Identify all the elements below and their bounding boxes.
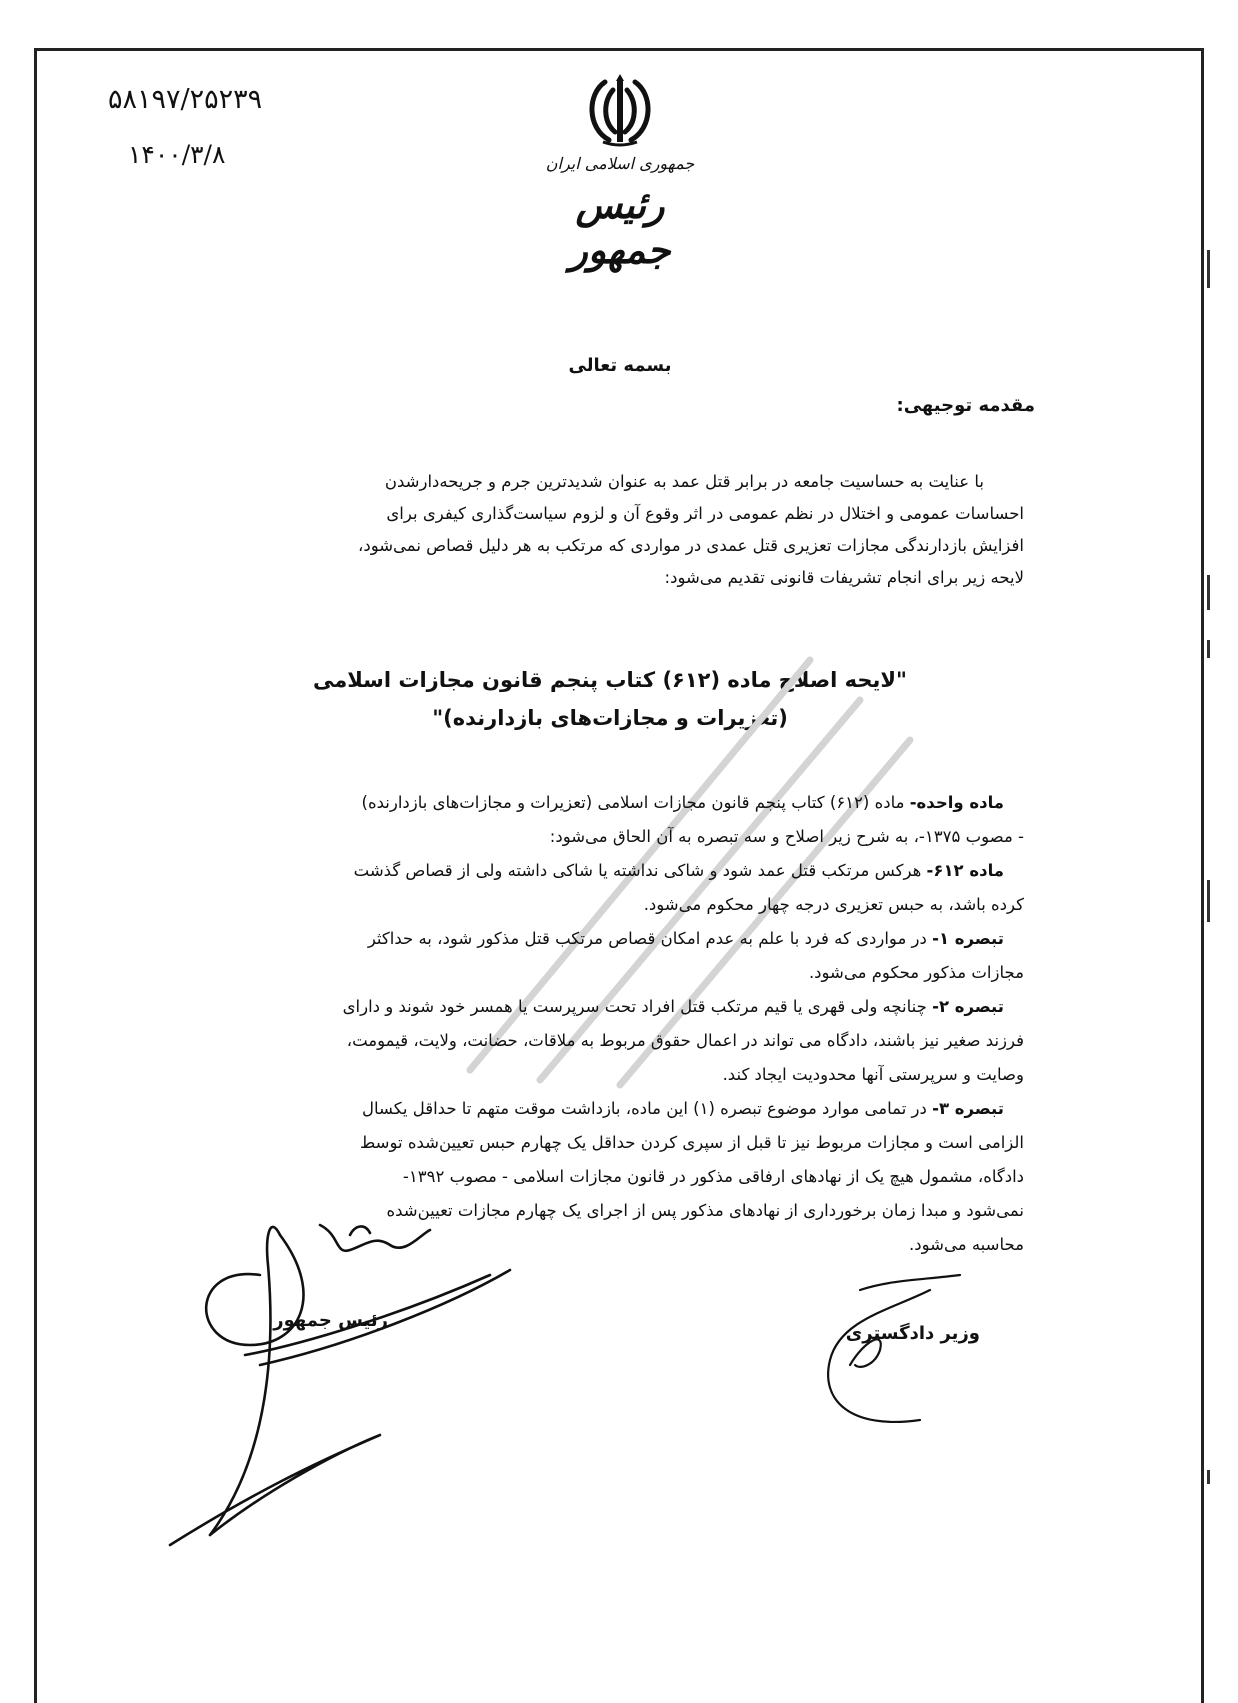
page-border-right bbox=[1201, 48, 1204, 1703]
article-label: ماده واحده- bbox=[909, 793, 1004, 812]
justice-minister-title: وزیر دادگستری bbox=[845, 1323, 980, 1344]
intro-paragraph bbox=[202, 466, 1024, 594]
president-signature bbox=[150, 1195, 550, 1565]
article-612 bbox=[202, 854, 1024, 922]
scan-edge-mark bbox=[1207, 880, 1210, 922]
note-text: در مواردی که فرد با علم به عدم امکان قصاص مرتکب قتل مذکور شود، به حداکثر bbox=[367, 929, 927, 948]
note-text: چنانچه ولی قهری یا قیم مرتکب قتل افراد تحت سرپرست یا همسر خود شوند و دارای bbox=[342, 997, 927, 1016]
scan-edge-mark bbox=[1207, 575, 1210, 610]
note-label: تبصره ۱- bbox=[932, 929, 1004, 948]
scan-edge-mark bbox=[1207, 250, 1210, 288]
article-text: - مصوب ۱۳۷۵-، به شرح زیر اصلاح و سه تبصره به آن الحاق می‌شود: bbox=[549, 827, 1024, 846]
article-text: هرکس مرتکب قتل عمد شود و شاکی نداشته یا شاکی داشته ولی از قصاص گذشت bbox=[353, 861, 922, 880]
note-text: دادگاه، مشمول هیچ یک از نهادهای ارفاقی مذکور در قانون مجازات اسلامی - مصوب ۱۳۹۲- bbox=[402, 1167, 1024, 1186]
intro-line: افزایش بازدارندگی مجازات تعزیری قتل عمدی در مواردی که مرتکب به هر دلیل قصاص نمی‌شود، bbox=[358, 536, 1024, 555]
note-text: مجازات مذکور محکوم می‌شود. bbox=[808, 963, 1024, 982]
article-label: ماده ۶۱۲- bbox=[926, 861, 1004, 880]
page-border-left bbox=[34, 48, 37, 1703]
note-1 bbox=[202, 922, 1024, 990]
note-2 bbox=[202, 990, 1024, 1092]
government-name: جمهوری اسلامی ایران bbox=[545, 154, 695, 173]
reference-date: ۱۴۰۰/۳/۸ bbox=[128, 140, 226, 169]
intro-heading: مقدمه توجیهی: bbox=[896, 395, 1035, 416]
article-single bbox=[202, 786, 1024, 854]
page-border-top bbox=[34, 48, 1204, 51]
justice-minister-signature bbox=[810, 1270, 970, 1450]
reference-number: ۵۸۱۹۷/۲۵۲۳۹ bbox=[108, 84, 263, 115]
scan-edge-mark bbox=[1207, 1470, 1210, 1484]
note-label: تبصره ۳- bbox=[932, 1099, 1004, 1118]
note-text: محاسبه می‌شود. bbox=[909, 1235, 1024, 1254]
iran-emblem-icon bbox=[575, 72, 665, 148]
office-title: رئیس جمهور bbox=[569, 182, 671, 272]
bill-title-line-1: "لایحه اصلاح ماده (۶۱۲) کتاب پنجم قانون مجازات اسلامی bbox=[312, 668, 907, 692]
article-text: کرده باشد، به حبس تعزیری درجه چهار محکوم می‌شود. bbox=[643, 895, 1024, 914]
note-text: در تمامی موارد موضوع تبصره (۱) این ماده، بازداشت موقت متهم تا حداقل یکسال bbox=[362, 1099, 927, 1118]
note-text: وصایت و سرپرستی آنها محدودیت ایجاد کند. bbox=[722, 1065, 1024, 1084]
note-label: تبصره ۲- bbox=[932, 997, 1004, 1016]
president-title: رئیس جمهور bbox=[273, 1310, 388, 1331]
note-text: فرزند صغیر نیز باشند، دادگاه می تواند در اعمال حقوق مربوط به ملاقات، حضانت، ولایت، قیمومت، bbox=[346, 1031, 1024, 1050]
intro-line: لایحه زیر برای انجام تشریفات قانونی تقدیم می‌شود: bbox=[664, 568, 1024, 587]
bill-title-line-2: (تعزیرات و مجازات‌های بازدارنده)" bbox=[432, 706, 788, 730]
scan-edge-mark bbox=[1207, 640, 1210, 658]
article-text: ماده (۶۱۲) کتاب پنجم قانون مجازات اسلامی (تعزیرات و مجازات‌های بازدارنده) bbox=[361, 793, 905, 812]
invocation: بسمه تعالی bbox=[568, 355, 672, 376]
intro-line: احساسات عمومی و اختلال در نظم عمومی در اثر وقوع آن و لزوم سیاست‌گذاری کیفری برای bbox=[386, 504, 1024, 523]
note-text: الزامی است و مجازات مربوط نیز تا قبل از سپری کردن حداقل یک چهارم حبس تعیین‌شده توسط bbox=[360, 1133, 1024, 1152]
note-text: نمی‌شود و مبدا زمان برخورداری از نهادهای مذکور پس از اجرای یک چهارم مجازات تعیین‌شده bbox=[386, 1201, 1024, 1220]
intro-line: با عنایت به حساسیت جامعه در برابر قتل عمد به عنوان شدیدترین جرم و جریحه‌دارشدن bbox=[384, 472, 984, 491]
